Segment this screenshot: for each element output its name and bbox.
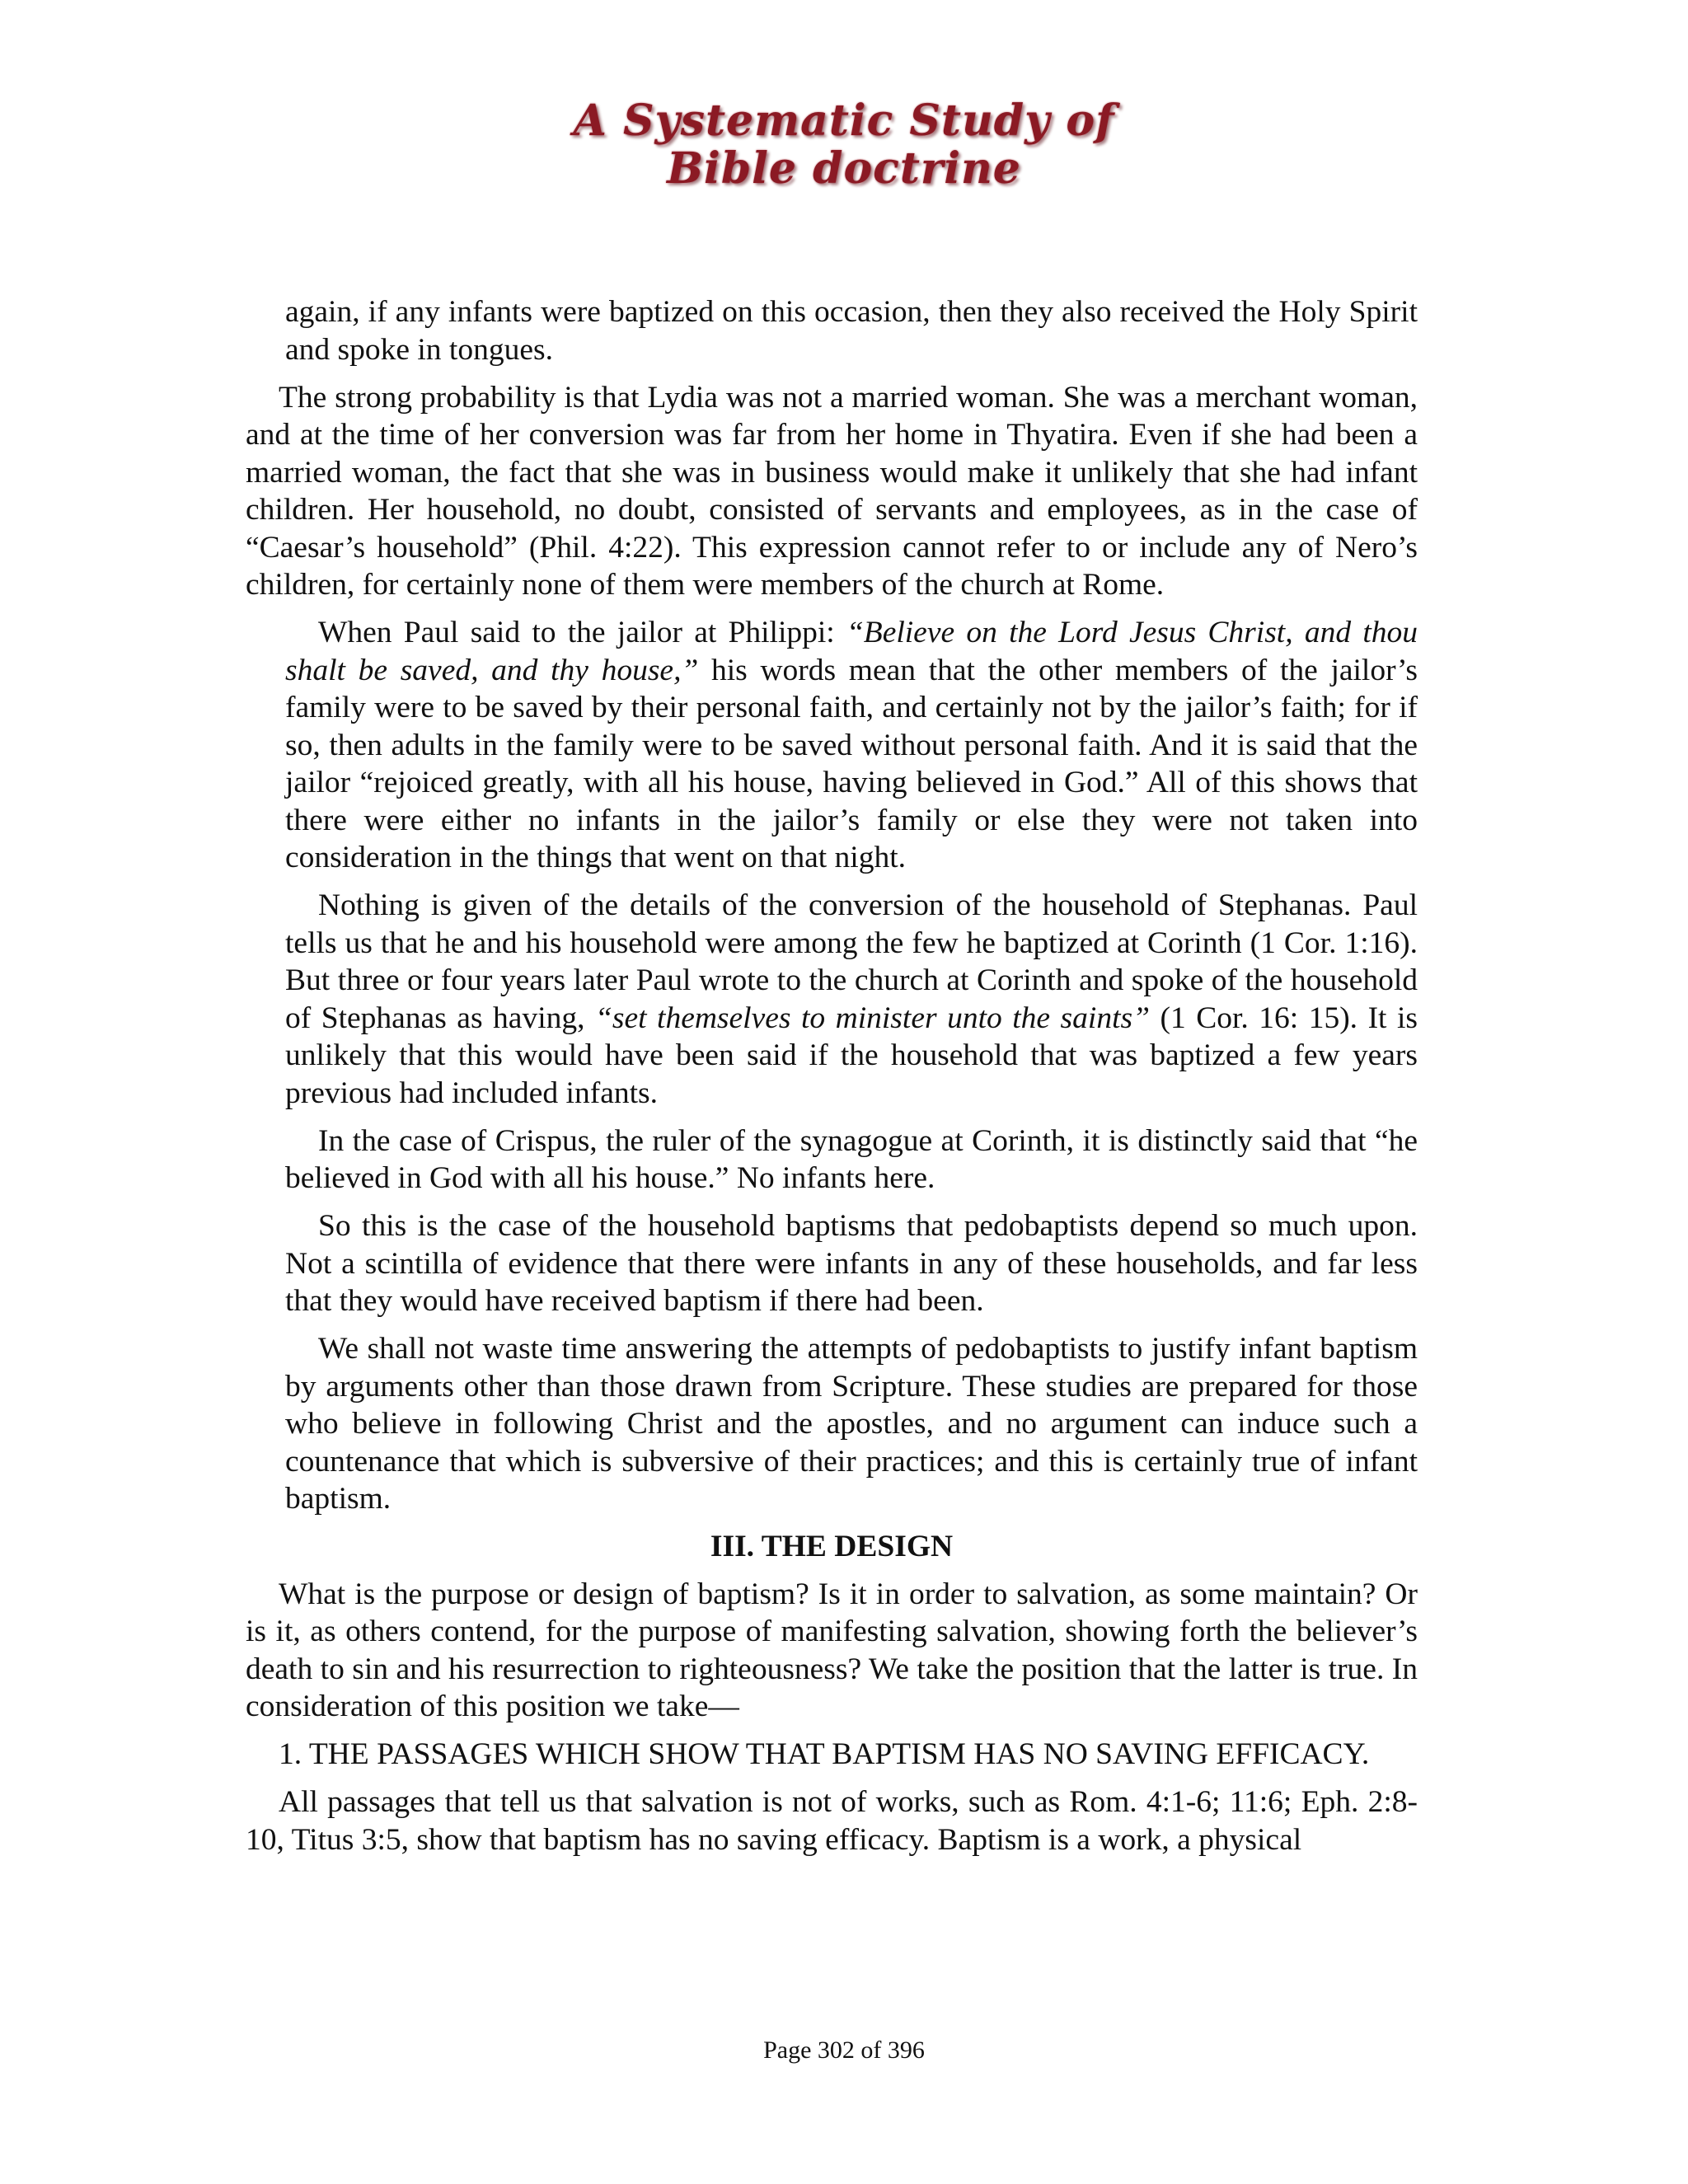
jailor-text-start: When Paul said to the jailor at Philippi: xyxy=(318,616,846,649)
paragraph-jailor xyxy=(246,614,1418,877)
paragraph-lydia: The strong probability is that Lydia was not a married woman. She was a merchant woman, and at the time of her conversion was far from her home in Thyatira. Even if she had been a married woman, the fact that she was in business would make it unlikely that she had infant children. Her household, no doubt, consisted of servants and employees, as in the case of “Caesar’s household” (Phil. 4:22). This expression cannot refer to or include any of Nero’s children, for certainly none of them were members of the church at Rome. xyxy=(246,380,1418,602)
book-title-line-2: Bible doctrine xyxy=(667,143,1021,194)
stephanas-scripture-quote: “set themselves to minister unto the saints” xyxy=(595,1001,1150,1035)
paragraph-salvation-not-of-works: All passages that tell us that salvation is not of works, such as Rom. 4:1-6; 11:6; Eph. 2:8-10, Titus 3:5, show that baptism has no saving efficacy. Baptism is a work, a physical xyxy=(246,1785,1418,1857)
paragraph-crispus: In the case of Crispus, the ruler of the synagogue at Corinth, it is distinctly said that “he believed in God with all his house.” No infants here. xyxy=(285,1123,1418,1195)
page-number: Page 302 of 396 xyxy=(763,2036,925,2064)
subheading-no-saving-efficacy: 1. THE PASSAGES WHICH SHOW THAT BAPTISM HAS NO SAVING EFFICACY. xyxy=(279,1737,1370,1771)
stephanas-text-start: Nothing is given of the details of the conversion of the household of Stephanas. Paul tells us that he and his household were among the few he baptized at Corinth (1 Cor. 1:16). But three or four years later Paul wrote to the church at Corinth and spoke of the household of Stephanas as having, xyxy=(285,888,1418,1035)
page-body xyxy=(246,293,1418,1869)
jailor-scripture-quote: “Believe on the Lord Jesus Christ, and thou shalt be saved, and thy house,” xyxy=(285,616,1418,687)
paragraph-pedobaptist-arguments: We shall not waste time answering the attempts of pedobaptists to justify infant baptism by arguments other than those drawn from Scripture. These studies are prepared for those who believe in following Christ and the apostles, and no argument can induce such a countenance that which is subversive of their practices; and this is certainly true of infant baptism. xyxy=(285,1332,1418,1516)
paragraph-stephanas xyxy=(246,887,1418,1112)
paragraph-design-question: What is the purpose or design of baptism? Is it in order to salvation, as some maintain? Or is it, as others contend, for the purpose of manifesting salvation, showing forth the believer’s death to sin and his resurrection to righteousness? We take the position that the latter is true. In consideration of this position we take— xyxy=(246,1577,1418,1723)
jailor-text-end: his words mean that the other members of the jailor’s family were to be saved by their personal faith, and certainly not by the jailor’s faith; for if so, then adults in the family were to be saved without personal faith. And it is said that the jailor “rejoiced greatly, with all his house, having believed in God.” All of this shows that there were either no infants in the jailor’s family or else they were not taken into consideration in the things that went on that night. xyxy=(285,653,1418,874)
section-heading-design: III. THE DESIGN xyxy=(710,1530,954,1563)
paragraph-infants-holy-spirit: again, if any infants were baptized on this occasion, then they also received the Holy Spirit and spoke in tongues. xyxy=(285,295,1418,367)
book-title-logo xyxy=(0,97,1688,193)
paragraph-household-baptisms: So this is the case of the household baptisms that pedobaptists depend so much upon. Not a scintilla of evidence that there were infants in any of these households, and far less that they would have received baptism if there had been. xyxy=(285,1209,1418,1318)
stephanas-text-end: (1 Cor. 16: 15). It is unlikely that this would have been said if the household that was baptized a few years previous had included infants. xyxy=(285,1001,1418,1110)
book-title-line-1: A Systematic Study of xyxy=(573,96,1115,146)
